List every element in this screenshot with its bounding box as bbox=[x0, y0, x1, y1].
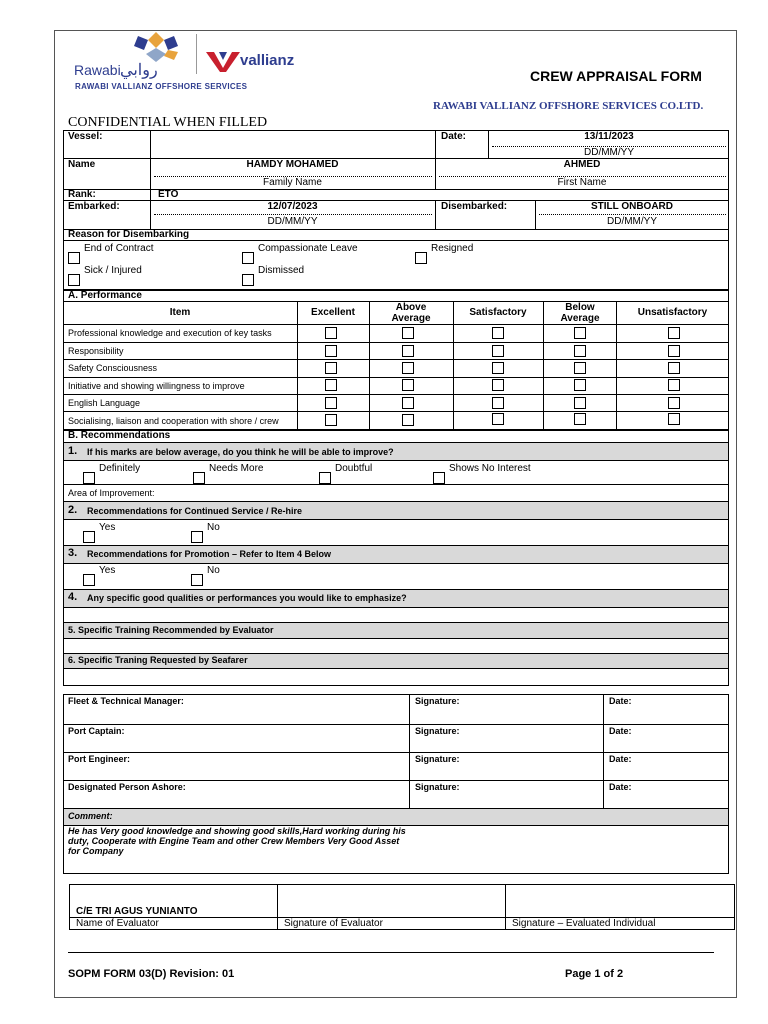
page-number: Page 1 of 2 bbox=[565, 968, 624, 980]
comment-label: Comment: bbox=[68, 811, 113, 821]
signoff-date-label: Date: bbox=[609, 782, 632, 792]
doubtful-checkbox[interactable] bbox=[319, 472, 331, 484]
name-label: Name bbox=[68, 159, 96, 170]
vessel-label: Vessel: bbox=[68, 131, 103, 142]
dismissed-checkbox[interactable] bbox=[242, 274, 254, 286]
fleet-manager-label: Fleet & Technical Manager: bbox=[68, 696, 184, 706]
promotion-no-checkbox[interactable] bbox=[191, 574, 203, 586]
resigned-checkbox[interactable] bbox=[415, 252, 427, 264]
row-initiative: Initiative and showing willingness to improve bbox=[68, 381, 245, 391]
rating-checkbox[interactable] bbox=[492, 397, 504, 409]
rating-checkbox[interactable] bbox=[402, 414, 414, 426]
rating-checkbox[interactable] bbox=[325, 414, 337, 426]
rating-checkbox[interactable] bbox=[402, 379, 414, 391]
rating-checkbox[interactable] bbox=[402, 362, 414, 374]
end-of-contract-checkbox[interactable] bbox=[68, 252, 80, 264]
q5-text: 5. Specific Training Recommended by Evaluator bbox=[68, 625, 274, 635]
rating-checkbox[interactable] bbox=[325, 362, 337, 374]
rating-checkbox[interactable] bbox=[402, 345, 414, 357]
date-value[interactable]: 13/11/2023 bbox=[584, 131, 634, 142]
rating-checkbox[interactable] bbox=[492, 379, 504, 391]
form-id: SOPM FORM 03(D) Revision: 01 bbox=[68, 968, 235, 980]
comment-text[interactable]: He has Very good knowledge and showing good skills,Hard working during his duty, Cooperate with Engine Team and other Crew Members Very Good Asset for Company bbox=[68, 826, 406, 856]
signoff-date-label: Date: bbox=[609, 754, 632, 764]
rating-checkbox[interactable] bbox=[492, 362, 504, 374]
compassionate-leave-checkbox[interactable] bbox=[242, 252, 254, 264]
shows-no-interest-checkbox[interactable] bbox=[433, 472, 445, 484]
vallianz-logo bbox=[206, 50, 326, 74]
rehire-no-label: No bbox=[207, 522, 220, 533]
disembarked-value[interactable]: STILL ONBOARD bbox=[590, 201, 674, 212]
definitely-label: Definitely bbox=[99, 463, 141, 474]
signature-label: Signature: bbox=[415, 696, 460, 706]
col-above-average: Above Average bbox=[391, 302, 431, 324]
rating-checkbox[interactable] bbox=[574, 379, 586, 391]
rawabi-arabic: روابي bbox=[120, 62, 158, 79]
promotion-no-label: No bbox=[207, 565, 220, 576]
evaluator-signature-caption: Signature of Evaluator bbox=[284, 918, 383, 929]
rating-checkbox[interactable] bbox=[325, 397, 337, 409]
q3-number: 3. bbox=[68, 547, 78, 559]
rating-checkbox[interactable] bbox=[574, 397, 586, 409]
doubtful-label: Doubtful bbox=[335, 463, 373, 474]
dpa-label: Designated Person Ashore: bbox=[68, 782, 186, 792]
evaluator-name[interactable]: C/E TRI AGUS YUNIANTO bbox=[76, 906, 198, 917]
recommendations-title: B. Recommendations bbox=[68, 430, 171, 441]
vallianz-mark-icon bbox=[206, 50, 240, 72]
sick-injured-checkbox[interactable] bbox=[68, 274, 80, 286]
rehire-yes-label: Yes bbox=[99, 522, 116, 533]
vessel-value[interactable] bbox=[155, 131, 430, 155]
needs-more-label: Needs More bbox=[209, 463, 264, 474]
rating-checkbox[interactable] bbox=[325, 345, 337, 357]
rank-value[interactable]: ETO bbox=[158, 189, 179, 200]
signoff-date-label: Date: bbox=[609, 726, 632, 736]
rating-checkbox[interactable] bbox=[325, 379, 337, 391]
evaluator-name-caption: Name of Evaluator bbox=[76, 918, 159, 929]
row-english: English Language bbox=[68, 398, 141, 408]
embarked-label: Embarked: bbox=[68, 201, 120, 212]
sick-injured-label: Sick / Injured bbox=[84, 265, 142, 276]
rating-checkbox[interactable] bbox=[402, 397, 414, 409]
resigned-label: Resigned bbox=[431, 243, 474, 254]
row-responsibility: Responsibility bbox=[68, 346, 124, 356]
needs-more-checkbox[interactable] bbox=[193, 472, 205, 484]
end-of-contract-label: End of Contract bbox=[84, 243, 154, 254]
vallianz-name: vallianz bbox=[240, 52, 295, 69]
row-safety: Safety Consciousness bbox=[68, 363, 158, 373]
rating-checkbox[interactable] bbox=[492, 327, 504, 339]
promotion-yes-label: Yes bbox=[99, 565, 116, 576]
q1-number: 1. bbox=[68, 445, 78, 457]
definitely-checkbox[interactable] bbox=[83, 472, 95, 484]
rehire-no-checkbox[interactable] bbox=[191, 531, 203, 543]
rating-checkbox[interactable] bbox=[574, 362, 586, 374]
shows-no-interest-label: Shows No Interest bbox=[449, 463, 531, 474]
rating-checkbox[interactable] bbox=[668, 362, 680, 374]
col-unsatisfactory: Unsatisfactory bbox=[637, 307, 708, 318]
compassionate-leave-label: Compassionate Leave bbox=[258, 243, 358, 254]
date-format: DD/MM/YY bbox=[584, 147, 634, 158]
date-label: Date: bbox=[441, 131, 467, 142]
rating-checkbox[interactable] bbox=[574, 327, 586, 339]
q6-text: 6. Specific Traning Requested by Seafarer bbox=[68, 655, 248, 665]
q2-text: Recommendations for Continued Service / Re-hire bbox=[87, 506, 303, 516]
disembarked-label: Disembarked: bbox=[441, 201, 508, 212]
disembarked-format: DD/MM/YY bbox=[607, 216, 657, 227]
rating-checkbox[interactable] bbox=[668, 345, 680, 357]
first-name-value[interactable]: AHMED bbox=[563, 159, 601, 170]
rating-checkbox[interactable] bbox=[492, 413, 504, 425]
rating-checkbox[interactable] bbox=[574, 413, 586, 425]
dismissed-label: Dismissed bbox=[258, 265, 305, 276]
q3-text: Recommendations for Promotion – Refer to Item 4 Below bbox=[87, 549, 332, 559]
col-satisfactory: Satisfactory bbox=[469, 307, 527, 318]
signature-label: Signature: bbox=[415, 782, 460, 792]
signature-label: Signature: bbox=[415, 754, 460, 764]
q2-number: 2. bbox=[68, 504, 78, 516]
col-below-average: Below Average bbox=[560, 302, 600, 324]
col-excellent: Excellent bbox=[311, 307, 355, 318]
family-name-value[interactable]: HAMDY MOHAMED bbox=[246, 159, 339, 170]
signature-label: Signature: bbox=[415, 726, 460, 736]
promotion-yes-checkbox[interactable] bbox=[83, 574, 95, 586]
first-name-caption: First Name bbox=[557, 177, 607, 188]
rating-checkbox[interactable] bbox=[492, 345, 504, 357]
row-professional-knowledge: Professional knowledge and execution of key tasks bbox=[68, 328, 272, 338]
rating-checkbox[interactable] bbox=[574, 345, 586, 357]
signoff-date-label: Date: bbox=[609, 696, 632, 706]
family-name-caption: Family Name bbox=[263, 177, 322, 188]
company-full-name: RAWABI VALLIANZ OFFSHORE SERVICES CO.LTD. bbox=[433, 100, 704, 112]
q1-text: If his marks are below average, do you think he will be able to improve? bbox=[87, 447, 394, 457]
rating-checkbox[interactable] bbox=[325, 327, 337, 339]
row-socialising: Socialising, liaison and cooperation with shore / crew bbox=[68, 416, 279, 426]
rawabi-logo bbox=[70, 30, 192, 82]
rating-checkbox[interactable] bbox=[668, 327, 680, 339]
port-engineer-label: Port Engineer: bbox=[68, 754, 131, 764]
area-of-improvement-label: Area of Improvement: bbox=[68, 488, 155, 498]
disembark-title: Reason for Disembarking bbox=[68, 229, 190, 240]
q4-text: Any specific good qualities or performances you would like to emphasize? bbox=[87, 593, 407, 603]
rating-checkbox[interactable] bbox=[668, 379, 680, 391]
q4-number: 4. bbox=[68, 591, 78, 603]
rehire-yes-checkbox[interactable] bbox=[83, 531, 95, 543]
logo-divider bbox=[196, 34, 197, 74]
rawabi-name: Rawabi bbox=[74, 62, 121, 78]
individual-signature-caption: Signature – Evaluated Individual bbox=[512, 918, 656, 929]
embarked-format: DD/MM/YY bbox=[267, 216, 318, 227]
confidential-notice: CONFIDENTIAL WHEN FILLED bbox=[68, 115, 268, 130]
footer-rule bbox=[68, 952, 714, 953]
embarked-value[interactable]: 12/07/2023 bbox=[267, 201, 318, 212]
rating-checkbox[interactable] bbox=[402, 327, 414, 339]
performance-title: A. Performance bbox=[68, 290, 142, 301]
company-tagline: RAWABI VALLIANZ OFFSHORE SERVICES bbox=[75, 82, 248, 91]
rating-checkbox[interactable] bbox=[668, 413, 680, 425]
rank-label: Rank: bbox=[68, 189, 96, 200]
port-captain-label: Port Captain: bbox=[68, 726, 125, 736]
form-title: CREW APPRAISAL FORM bbox=[530, 68, 702, 84]
col-item: Item bbox=[169, 307, 191, 318]
rating-checkbox[interactable] bbox=[668, 397, 680, 409]
